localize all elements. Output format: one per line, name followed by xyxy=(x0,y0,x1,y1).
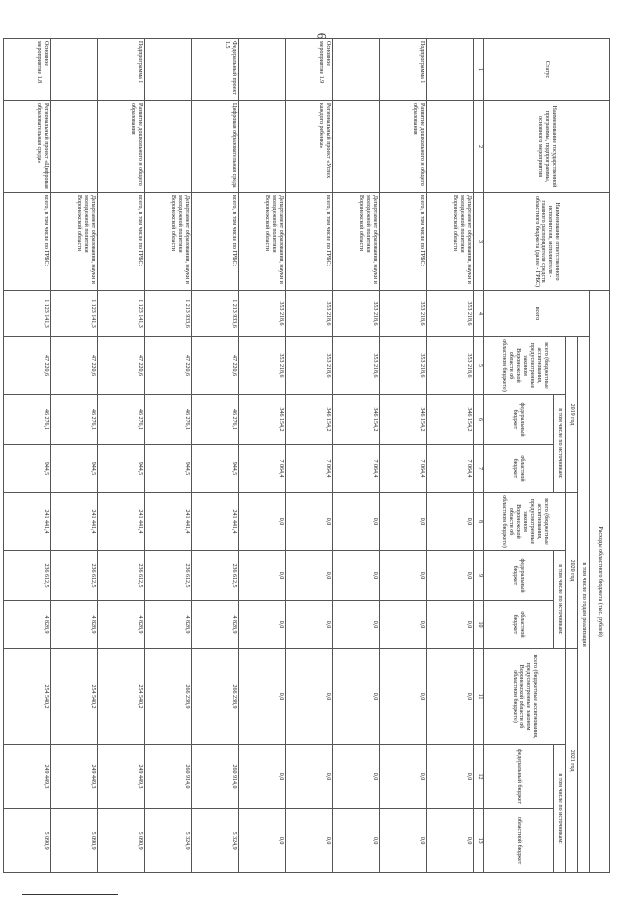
cell-program: Цифровая образовательная среда xyxy=(192,101,239,193)
cell-total: 353 218,6 xyxy=(333,291,380,337)
cell-regional-2020: 0,0 xyxy=(333,601,380,649)
cell-program: Региональный проект «Цифровая образовательная среда» xyxy=(4,101,51,193)
cell-federal-2020: 236 612,5 xyxy=(98,551,145,601)
footnote-divider xyxy=(22,894,118,895)
cell-total-2019: 47 220,6 xyxy=(4,337,51,395)
header-status: Статус xyxy=(484,39,610,101)
cell-executor: Департамент образования, науки и молодежной политики Воронежской области xyxy=(51,193,98,291)
cell-executor: всего, в том числе по ГРБС: xyxy=(98,193,145,291)
header-total-budget-2020: всего (бюджетные ассигнования, предусмотренные законом Воронежской области об областном бюджете) xyxy=(484,493,566,551)
cell-program: Развитие дошкольного и общего образования xyxy=(380,101,427,193)
header-executor: Наименование ответственного исполнителя, исполнителя - главного распорядителя средств областного бюджета (далее - ГРБС) xyxy=(484,193,610,291)
cell-federal-2020: 0,0 xyxy=(427,551,474,601)
cell-total-2021: 0,0 xyxy=(333,649,380,745)
cell-federal-2019: 346 154,2 xyxy=(380,395,427,445)
cell-status: Основное мероприятие 1.9 xyxy=(286,39,333,101)
cell-total-2019: 47 220,6 xyxy=(192,337,239,395)
header-sources-2019: в том числе по источникам: xyxy=(554,395,566,493)
cell-total-2020: 0,0 xyxy=(427,493,474,551)
cell-total-2019: 353 218,6 xyxy=(333,337,380,395)
cell-executor: Департамент образования, науки и молодежной политики Воронежской области xyxy=(427,193,474,291)
cell-federal-2021: 0,0 xyxy=(380,745,427,809)
cell-federal-2020: 236 612,5 xyxy=(4,551,51,601)
cell-status xyxy=(239,39,286,101)
cell-federal-2020: 0,0 xyxy=(333,551,380,601)
cell-federal-2021: 0,0 xyxy=(427,745,474,809)
cell-federal-2020: 0,0 xyxy=(239,551,286,601)
header-sources-2021: в том числе по источникам: xyxy=(554,745,566,873)
cell-executor: всего, в том числе по ГРБС: xyxy=(380,193,427,291)
cell-federal-2021: 249 449,3 xyxy=(98,745,145,809)
cell-regional-2021: 0,0 xyxy=(286,809,333,873)
cell-total: 353 218,6 xyxy=(427,291,474,337)
cell-regional-2021: 5 090,9 xyxy=(98,809,145,873)
cell-executor: Департамент образования, науки и молодежной политики Воронежской области xyxy=(239,193,286,291)
cell-program xyxy=(145,101,192,193)
cell-federal-2020: 0,0 xyxy=(286,551,333,601)
cell-executor: Департамент образования, науки и молодежной политики Воронежской области xyxy=(145,193,192,291)
cell-program xyxy=(51,101,98,193)
cell-total-2021: 266 238,9 xyxy=(192,649,239,745)
cell-regional-2019: 7 064,4 xyxy=(380,445,427,493)
cell-regional-2019: 7 064,4 xyxy=(333,445,380,493)
cell-regional-2019: 7 064,4 xyxy=(286,445,333,493)
cell-regional-2019: 944,5 xyxy=(192,445,239,493)
cell-federal-2019: 46 276,1 xyxy=(98,395,145,445)
cell-executor: всего, в том числе по ГРБС: xyxy=(4,193,51,291)
cell-total-2021: 0,0 xyxy=(380,649,427,745)
cell-regional-2021: 0,0 xyxy=(239,809,286,873)
header-sources-2020: в том числе по источникам: xyxy=(554,551,566,649)
budget-table xyxy=(3,38,610,873)
col-number: 5 xyxy=(474,337,484,395)
cell-federal-2019: 46 276,1 xyxy=(4,395,51,445)
header-year-2019: 2019 год xyxy=(566,337,578,493)
cell-federal-2020: 0,0 xyxy=(380,551,427,601)
cell-total-2020: 0,0 xyxy=(239,493,286,551)
cell-regional-2020: 0,0 xyxy=(239,601,286,649)
cell-total: 1 123 141,3 xyxy=(4,291,51,337)
cell-total-2021: 0,0 xyxy=(239,649,286,745)
header-expenses: Расходы областного бюджета (тыс. рублей) xyxy=(590,291,610,873)
cell-status xyxy=(333,39,380,101)
header-federal-2019: федеральный бюджет xyxy=(484,395,554,445)
cell-federal-2021: 249 449,3 xyxy=(51,745,98,809)
col-number: 11 xyxy=(474,649,484,745)
cell-regional-2020: 4 828,9 xyxy=(51,601,98,649)
cell-status: Основное мероприятие 1.8 xyxy=(4,39,51,101)
rotated-table-page xyxy=(16,38,610,872)
cell-status xyxy=(427,39,474,101)
cell-executor: Департамент образования, науки и молодежной политики Воронежской области xyxy=(333,193,380,291)
col-number: 9 xyxy=(474,551,484,601)
cell-total: 1 123 141,3 xyxy=(98,291,145,337)
cell-regional-2021: 5 324,9 xyxy=(192,809,239,873)
cell-total-2020: 241 441,4 xyxy=(192,493,239,551)
cell-regional-2019: 944,5 xyxy=(98,445,145,493)
cell-executor: всего, в том числе по ГРБС: xyxy=(192,193,239,291)
cell-executor: всего, в том числе по ГРБС: xyxy=(286,193,333,291)
cell-total: 1 213 933,6 xyxy=(145,291,192,337)
cell-federal-2020: 236 612,5 xyxy=(51,551,98,601)
cell-total-2020: 0,0 xyxy=(286,493,333,551)
col-number: 3 xyxy=(474,193,484,291)
cell-total-2020: 241 441,4 xyxy=(4,493,51,551)
cell-total: 1 123 141,3 xyxy=(51,291,98,337)
cell-total-2021: 254 540,2 xyxy=(51,649,98,745)
cell-regional-2019: 7 064,4 xyxy=(427,445,474,493)
cell-federal-2021: 0,0 xyxy=(333,745,380,809)
cell-total: 353 218,6 xyxy=(239,291,286,337)
cell-total-2020: 241 441,4 xyxy=(51,493,98,551)
table-row xyxy=(4,39,51,873)
cell-program: Развитие дошкольного и общего образования xyxy=(98,101,145,193)
cell-status: Федеральный проект 1.5 xyxy=(192,39,239,101)
table-row xyxy=(145,39,192,873)
cell-regional-2019: 944,5 xyxy=(51,445,98,493)
header-year-2020: 2020 год xyxy=(566,493,578,649)
cell-program xyxy=(427,101,474,193)
header-regional-2021: областной бюджет xyxy=(484,809,554,873)
cell-federal-2019: 346 154,2 xyxy=(286,395,333,445)
header-total-budget-2021: всего (бюджетные ассигнования, предусмотренные законом Воронежской области об областном бюджете) xyxy=(484,649,566,745)
cell-regional-2019: 944,5 xyxy=(145,445,192,493)
cell-federal-2019: 46 276,1 xyxy=(51,395,98,445)
cell-federal-2019: 346 154,2 xyxy=(333,395,380,445)
cell-total-2019: 47 220,6 xyxy=(98,337,145,395)
cell-regional-2021: 0,0 xyxy=(380,809,427,873)
cell-total-2019: 47 220,6 xyxy=(145,337,192,395)
cell-regional-2020: 4 828,9 xyxy=(4,601,51,649)
table-row xyxy=(286,39,333,873)
page-number: 6 xyxy=(314,32,330,40)
cell-federal-2020: 236 612,5 xyxy=(145,551,192,601)
cell-regional-2019: 7 064,4 xyxy=(239,445,286,493)
cell-federal-2019: 46 276,1 xyxy=(145,395,192,445)
table-row xyxy=(380,39,427,873)
col-number: 8 xyxy=(474,493,484,551)
cell-total-2019: 353 218,6 xyxy=(427,337,474,395)
cell-total-2020: 0,0 xyxy=(380,493,427,551)
table-row xyxy=(427,39,474,873)
cell-total: 1 213 933,6 xyxy=(192,291,239,337)
cell-federal-2020: 236 612,5 xyxy=(192,551,239,601)
col-number: 7 xyxy=(474,445,484,493)
cell-regional-2021: 0,0 xyxy=(333,809,380,873)
table-row xyxy=(333,39,380,873)
cell-status xyxy=(145,39,192,101)
header-total: всего xyxy=(484,291,590,337)
col-number: 6 xyxy=(474,395,484,445)
cell-regional-2020: 4 828,9 xyxy=(192,601,239,649)
table-row xyxy=(239,39,286,873)
cell-program: Региональный проект «Успех каждого ребенка» xyxy=(286,101,333,193)
cell-regional-2021: 5 090,9 xyxy=(51,809,98,873)
col-number: 4 xyxy=(474,291,484,337)
cell-program xyxy=(239,101,286,193)
cell-status: Подпрограмма 1 xyxy=(380,39,427,101)
cell-total-2020: 241 441,4 xyxy=(98,493,145,551)
cell-total-2019: 353 218,6 xyxy=(380,337,427,395)
cell-regional-2020: 4 828,9 xyxy=(98,601,145,649)
header-total-budget-2019: всего (бюджетные ассигнования, предусмотренные законом Воронежской области об областном бюджете) xyxy=(484,337,566,395)
col-number: 13 xyxy=(474,809,484,873)
cell-regional-2021: 0,0 xyxy=(427,809,474,873)
cell-total-2021: 254 540,2 xyxy=(98,649,145,745)
cell-total-2020: 241 441,4 xyxy=(145,493,192,551)
header-regional-2020: областной бюджет xyxy=(484,601,554,649)
header-federal-2021: федеральный бюджет xyxy=(484,745,554,809)
header-program: Наименование государственной программы, подпрограммы, основного мероприятия xyxy=(484,101,610,193)
cell-federal-2019: 346 154,2 xyxy=(427,395,474,445)
cell-regional-2020: 0,0 xyxy=(427,601,474,649)
cell-regional-2019: 944,5 xyxy=(4,445,51,493)
cell-total: 353 218,6 xyxy=(380,291,427,337)
cell-total-2021: 266 238,9 xyxy=(145,649,192,745)
cell-federal-2021: 0,0 xyxy=(286,745,333,809)
cell-regional-2020: 0,0 xyxy=(380,601,427,649)
col-number: 10 xyxy=(474,601,484,649)
cell-total-2020: 0,0 xyxy=(333,493,380,551)
cell-federal-2019: 46 276,1 xyxy=(192,395,239,445)
cell-regional-2020: 4 828,9 xyxy=(145,601,192,649)
cell-total-2019: 47 220,6 xyxy=(51,337,98,395)
cell-federal-2021: 260 914,0 xyxy=(145,745,192,809)
header-regional-2019: областной бюджет xyxy=(484,445,554,493)
cell-total-2021: 254 540,2 xyxy=(4,649,51,745)
header-federal-2020: федеральный бюджет xyxy=(484,551,554,601)
header-by-years: в том числе по годам реализации xyxy=(578,337,590,873)
table-row xyxy=(98,39,145,873)
cell-total-2021: 0,0 xyxy=(427,649,474,745)
cell-regional-2021: 5 324,9 xyxy=(145,809,192,873)
cell-federal-2021: 260 914,0 xyxy=(192,745,239,809)
cell-total-2021: 0,0 xyxy=(286,649,333,745)
header-year-2021: 2021 год xyxy=(566,649,578,873)
cell-status xyxy=(51,39,98,101)
cell-regional-2021: 5 090,9 xyxy=(4,809,51,873)
cell-status: Подпрограмма 1 xyxy=(98,39,145,101)
cell-total-2019: 353 218,6 xyxy=(239,337,286,395)
col-number: 2 xyxy=(474,101,484,193)
col-number: 12 xyxy=(474,745,484,809)
cell-total: 353 218,6 xyxy=(286,291,333,337)
cell-federal-2021: 0,0 xyxy=(239,745,286,809)
cell-federal-2019: 346 154,2 xyxy=(239,395,286,445)
cell-federal-2021: 249 449,3 xyxy=(4,745,51,809)
table-row xyxy=(51,39,98,873)
cell-total-2019: 353 218,6 xyxy=(286,337,333,395)
table-row xyxy=(192,39,239,873)
cell-program xyxy=(333,101,380,193)
cell-regional-2020: 0,0 xyxy=(286,601,333,649)
col-number: 1 xyxy=(474,39,484,101)
